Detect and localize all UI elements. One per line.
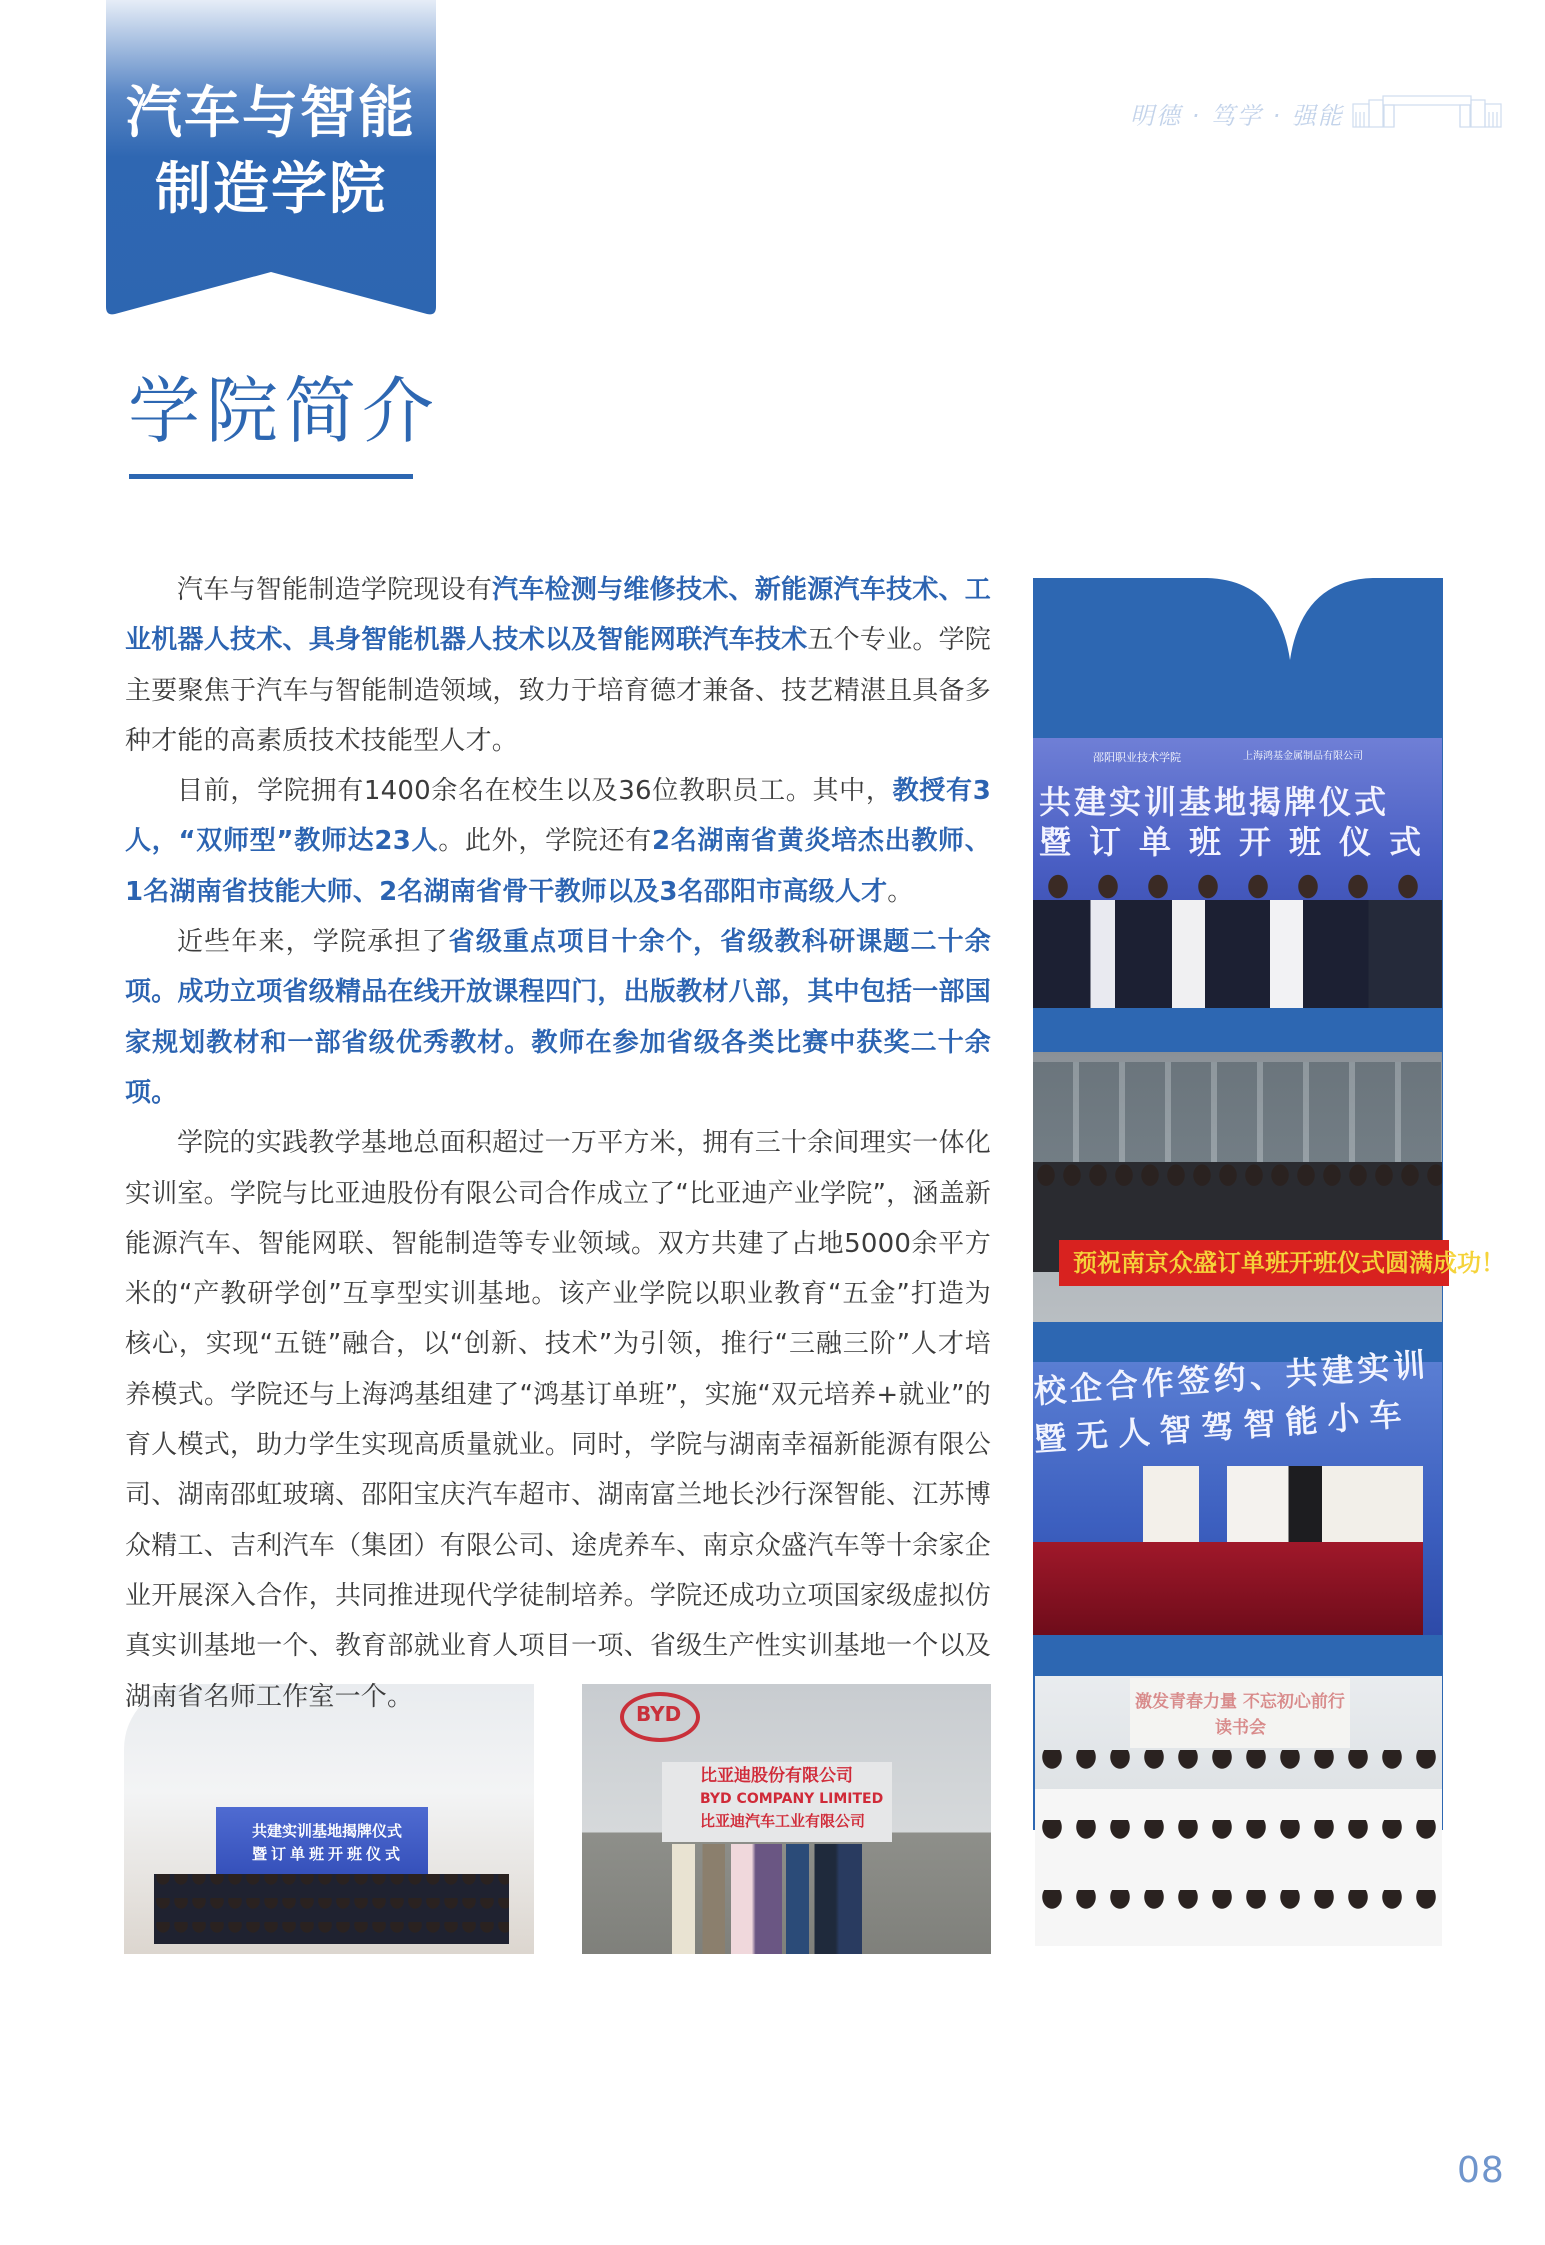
photo-people bbox=[672, 1844, 862, 1954]
photo-red-table bbox=[1033, 1542, 1423, 1635]
text: 汽车与智能制造学院现设有 bbox=[177, 575, 493, 605]
photo-byd-visit bbox=[582, 1684, 991, 1954]
photo-banner-text: 校企合作签约、共建实训 bbox=[1032, 1345, 1431, 1411]
intro-paragraph bbox=[125, 1118, 991, 1726]
photo-logo-text: 上海鸿基金属制品有限公司 bbox=[1243, 751, 1363, 762]
photo-building-windows bbox=[1033, 1062, 1442, 1162]
photo-banner-text: 共建实训基地揭牌仪式 bbox=[252, 1822, 403, 1840]
byd-logo: BYD bbox=[636, 1702, 682, 1726]
page-number: 08 bbox=[1457, 2150, 1505, 2191]
sign-text: 比亚迪汽车工业有限公司 bbox=[700, 1812, 866, 1830]
text: 五个专业。学院主要聚焦于汽车与智能制造领域，致力于培育德才兼备、技艺精湛且具备多种才能的高素质技术技能型人才。 bbox=[125, 625, 992, 756]
text: 学院的实践教学基地总面积超过一万平方米，拥有三十余间理实一体化实训室。学院与比亚迪股份有限公司合作成立了“比亚迪产业学院”，涵盖新能源汽车、智能网联、智能制造等专业领域。双方共建了占地5000余平方米的“产教研学创”互享型实训基地。该产业学院以职业教育“五金”打造为核心，实现“五链”融合，以“创新、技术”为引领，推行“三融三阶”人才培养模式。学院还与上海鸿基组建了“鸿基订单班”，实施“双元培养+就业”的育人模式，助力学生实现高质量就业。同时，学院与湖南幸福新能源有限公司、湖南邵虹玻璃、邵阳宝庆汽车超市、湖南富兰地长沙行深智能、江苏博众精工、吉利汽车（集团）有限公司、途虎养车、南京众盛汽车等十余家企业开展深入合作，共同推进现代学徒制培养。学院还成功立项国家级虚拟仿真实训基地一个、教育部就业育人项目一项、省级生产性实训基地一个以及湖南省名师工作室一个。 bbox=[125, 1128, 991, 1712]
text: 近些年来，学院承担了 bbox=[177, 927, 449, 958]
college-name-line1: 汽车与智能 bbox=[126, 81, 416, 146]
intro-paragraph bbox=[125, 565, 991, 766]
photo-banner-text: 共建实训基地揭牌仪式 bbox=[1039, 783, 1390, 821]
photo-reading-club bbox=[1035, 1676, 1442, 1946]
photo-logo-text: 邵阳职业技术学院 bbox=[1093, 751, 1181, 764]
school-motto: 明德 · 笃学 · 强能 bbox=[1130, 102, 1344, 130]
sign-text: BYD COMPANY LIMITED bbox=[700, 1791, 884, 1807]
college-name bbox=[106, 76, 436, 228]
photo-banner-text: 暨订单班开班仪式 bbox=[1039, 823, 1440, 861]
photo-order-class-group bbox=[1033, 1052, 1505, 1322]
photo-training-base-ceremony bbox=[1033, 738, 1442, 1008]
photo-banner-text: 读书会 bbox=[1215, 1718, 1266, 1738]
college-name-line2: 制造学院 bbox=[155, 157, 387, 222]
section-title-underline bbox=[129, 474, 413, 479]
photo-people bbox=[1033, 870, 1442, 1008]
photo-people bbox=[154, 1874, 509, 1944]
photo-banner-text: 暨订单班开班仪式 bbox=[252, 1845, 405, 1863]
text: 。 bbox=[887, 876, 914, 907]
school-gate-icon bbox=[1352, 94, 1502, 128]
photo-banner-text: 暨无人智驾智能小车 bbox=[1032, 1394, 1413, 1459]
college-ribbon bbox=[106, 0, 436, 315]
text: 。此外，学院还有 bbox=[438, 826, 653, 857]
photo-training-base-group bbox=[124, 1684, 534, 1954]
highlight-text: 省级重点项目十余个，省级教科研课题二十余项。成功立项省级精品在线开放课程四门，出版教材八部，其中包括一部国家规划教材和一部省级优秀教材。教师在参加省级各类比赛中获奖二十余项。 bbox=[125, 927, 991, 1108]
intro-paragraph bbox=[125, 766, 991, 917]
photo-people bbox=[1143, 1466, 1423, 1552]
highlight-text: 教授有3人，“双师型”教师达23人 bbox=[125, 776, 991, 857]
highlight-text: 2名湖南省黄炎培杰出教师、1名湖南省技能大师、2名湖南省骨干教师以及3名邵阳市高级人才 bbox=[125, 826, 991, 907]
intro-body bbox=[125, 565, 992, 1726]
photo-banner-text: 预祝南京众盛订单班开班仪式圆满成功！ bbox=[1073, 1249, 1505, 1277]
sign-text: 比亚迪股份有限公司 bbox=[700, 1766, 853, 1786]
section-title: 学院简介 bbox=[128, 369, 441, 453]
photo-signing-ceremony bbox=[1032, 1345, 1442, 1635]
highlight-text: 汽车检测与维修技术、新能源汽车技术、工业机器人技术、具身智能机器人技术以及智能网联汽车技术 bbox=[125, 575, 991, 656]
text: 目前，学院拥有1400余名在校生以及36位教职员工。其中， bbox=[177, 776, 893, 807]
photo-people bbox=[1035, 1750, 1442, 1946]
intro-paragraph bbox=[125, 917, 991, 1118]
photo-banner-text: 激发青春力量 不忘初心前行 bbox=[1135, 1692, 1345, 1712]
